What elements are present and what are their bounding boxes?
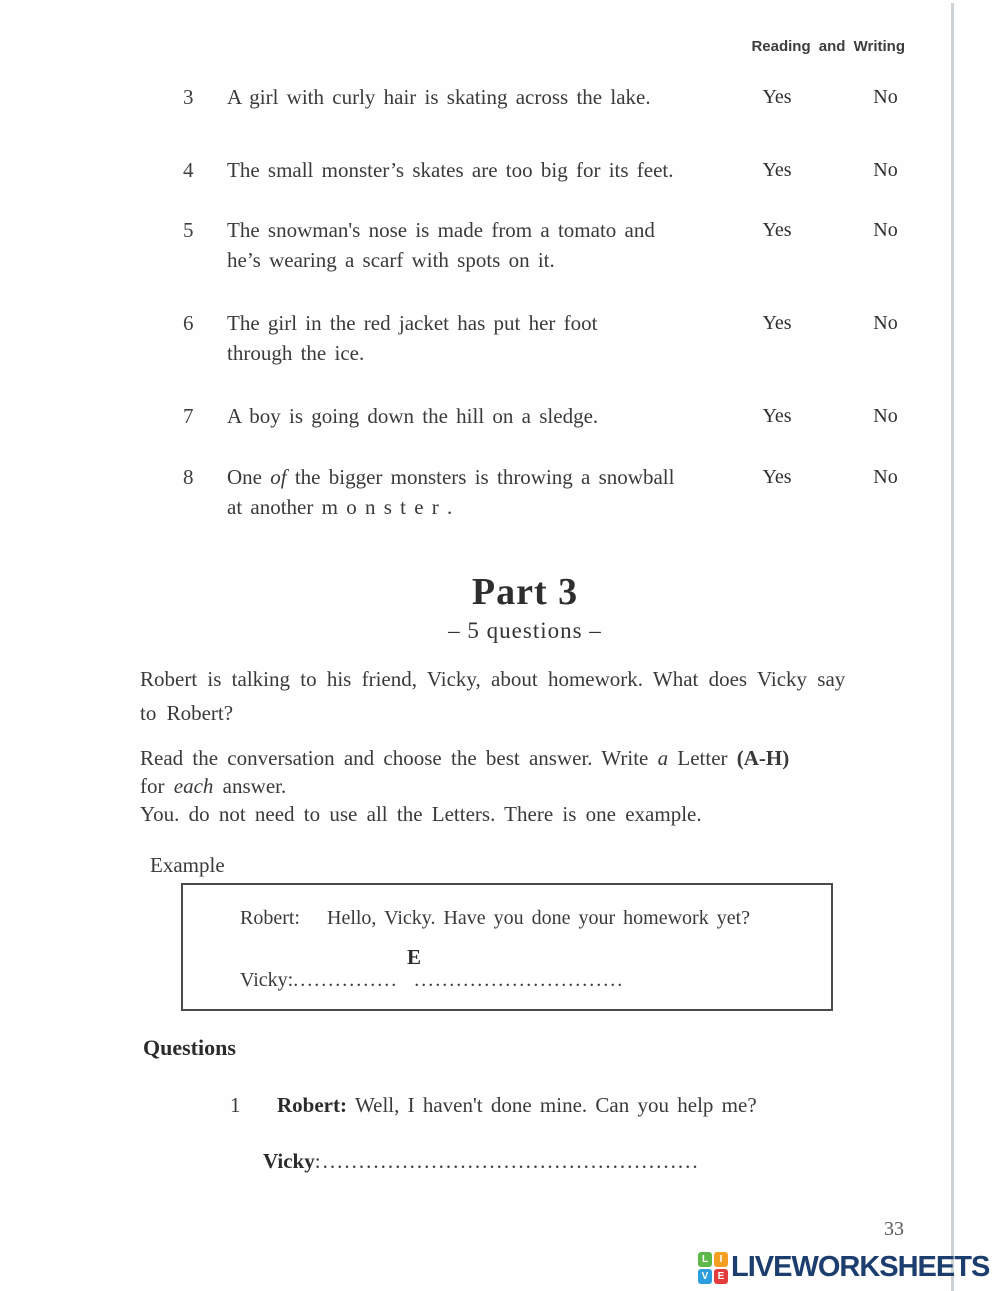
page-header: Reading and Writing	[751, 38, 905, 55]
logo-square-e: E	[714, 1269, 728, 1284]
logo-square-l: L	[698, 1252, 712, 1267]
liveworksheets-logo[interactable]	[698, 1251, 989, 1284]
example-answer-letter: E	[407, 945, 422, 969]
speaker-text: Well, I haven't done mine. Can you help me?	[354, 1093, 757, 1117]
question-line: The snowman's nose is made from a tomato and	[227, 218, 655, 242]
question-text	[227, 82, 732, 112]
question-line: A boy is going down the hill on a sledge.	[227, 404, 599, 428]
speaker-label: Robert:	[240, 907, 300, 929]
yes-option[interactable]: Yes	[762, 312, 792, 334]
page-number: 33	[884, 1218, 904, 1240]
question-line: through the ice.	[227, 341, 365, 365]
question-line: at another m o n s t e r .	[227, 495, 453, 519]
question-number: 8	[183, 465, 194, 489]
part3-subtitle: – 5 questions –	[448, 618, 602, 643]
question-number: 3	[183, 85, 194, 109]
no-option[interactable]: No	[873, 405, 898, 427]
yes-option[interactable]: Yes	[762, 466, 792, 488]
page-edge-line	[951, 3, 954, 1291]
logo-square-v: V	[698, 1269, 712, 1284]
no-option[interactable]: No	[873, 159, 898, 181]
question-text	[227, 215, 732, 275]
logo-square-i: I	[714, 1252, 728, 1267]
yes-no-row-3	[183, 82, 949, 112]
question-text	[227, 462, 732, 522]
question-1-answer-line	[263, 1149, 700, 1174]
answer-dots[interactable]: :....................................................	[314, 1149, 700, 1173]
no-option[interactable]: No	[873, 86, 898, 108]
speaker-text: Hello, Vicky. Have you done your homework yet?	[327, 907, 751, 929]
question-number: 7	[183, 404, 194, 428]
question-1-row	[230, 1093, 757, 1118]
question-line: A girl with curly hair is skating across the lake.	[227, 85, 651, 109]
question-number: 4	[183, 158, 194, 182]
yes-no-row-7	[183, 401, 949, 431]
speaker-label: Vicky	[263, 1149, 315, 1173]
yes-option[interactable]: Yes	[762, 86, 792, 108]
liveworksheets-grid-icon	[698, 1252, 728, 1284]
question-number: 1	[230, 1093, 241, 1117]
yes-no-row-8	[183, 462, 949, 522]
logo-wordmark: LIVEWORKSHEETS	[731, 1251, 990, 1283]
part3-title: Part 3	[471, 571, 579, 613]
question-text	[227, 308, 732, 368]
instruction-line: for each answer.	[140, 774, 287, 798]
question-line: The girl in the red jacket has put her foot	[227, 311, 598, 335]
no-option[interactable]: No	[873, 466, 898, 488]
yes-no-row-4	[183, 155, 949, 185]
example-robert-line	[240, 907, 750, 930]
question-text	[227, 155, 732, 185]
yes-no-row-5	[183, 215, 949, 275]
intro-line: to Robert?	[140, 701, 234, 725]
question-line: he’s wearing a scarf with spots on it.	[227, 248, 555, 272]
question-text	[227, 401, 732, 431]
speaker-label: Vicky:	[240, 969, 294, 991]
yes-option[interactable]: Yes	[762, 405, 792, 427]
instruction-line: You. do not need to use all the Letters. There is one example.	[140, 802, 702, 826]
yes-no-row-6	[183, 308, 949, 368]
part3-instructions	[140, 744, 940, 828]
yes-option[interactable]: Yes	[762, 159, 792, 181]
questions-heading: Questions	[143, 1035, 236, 1060]
yes-option[interactable]: Yes	[762, 219, 792, 241]
question-number: 6	[183, 311, 194, 335]
answer-dots[interactable]: ..............................	[414, 969, 625, 991]
part3-intro	[140, 662, 930, 730]
question-number: 5	[183, 218, 194, 242]
intro-line: Robert is talking to his friend, Vicky, about homework. What does Vicky say	[140, 667, 846, 691]
example-label: Example	[150, 853, 225, 877]
no-option[interactable]: No	[873, 219, 898, 241]
speaker-label: Robert:	[277, 1093, 347, 1117]
instruction-line: Read the conversation and choose the best answer. Write a Letter (A-H)	[140, 746, 790, 770]
question-line: The small monster’s skates are too big for its feet.	[227, 158, 674, 182]
no-option[interactable]: No	[873, 312, 898, 334]
example-vicky-line	[240, 969, 624, 992]
answer-dots[interactable]: ...............	[293, 969, 399, 991]
question-line: One of the bigger monsters is throwing a snowball	[227, 465, 675, 489]
example-box	[181, 883, 833, 1011]
